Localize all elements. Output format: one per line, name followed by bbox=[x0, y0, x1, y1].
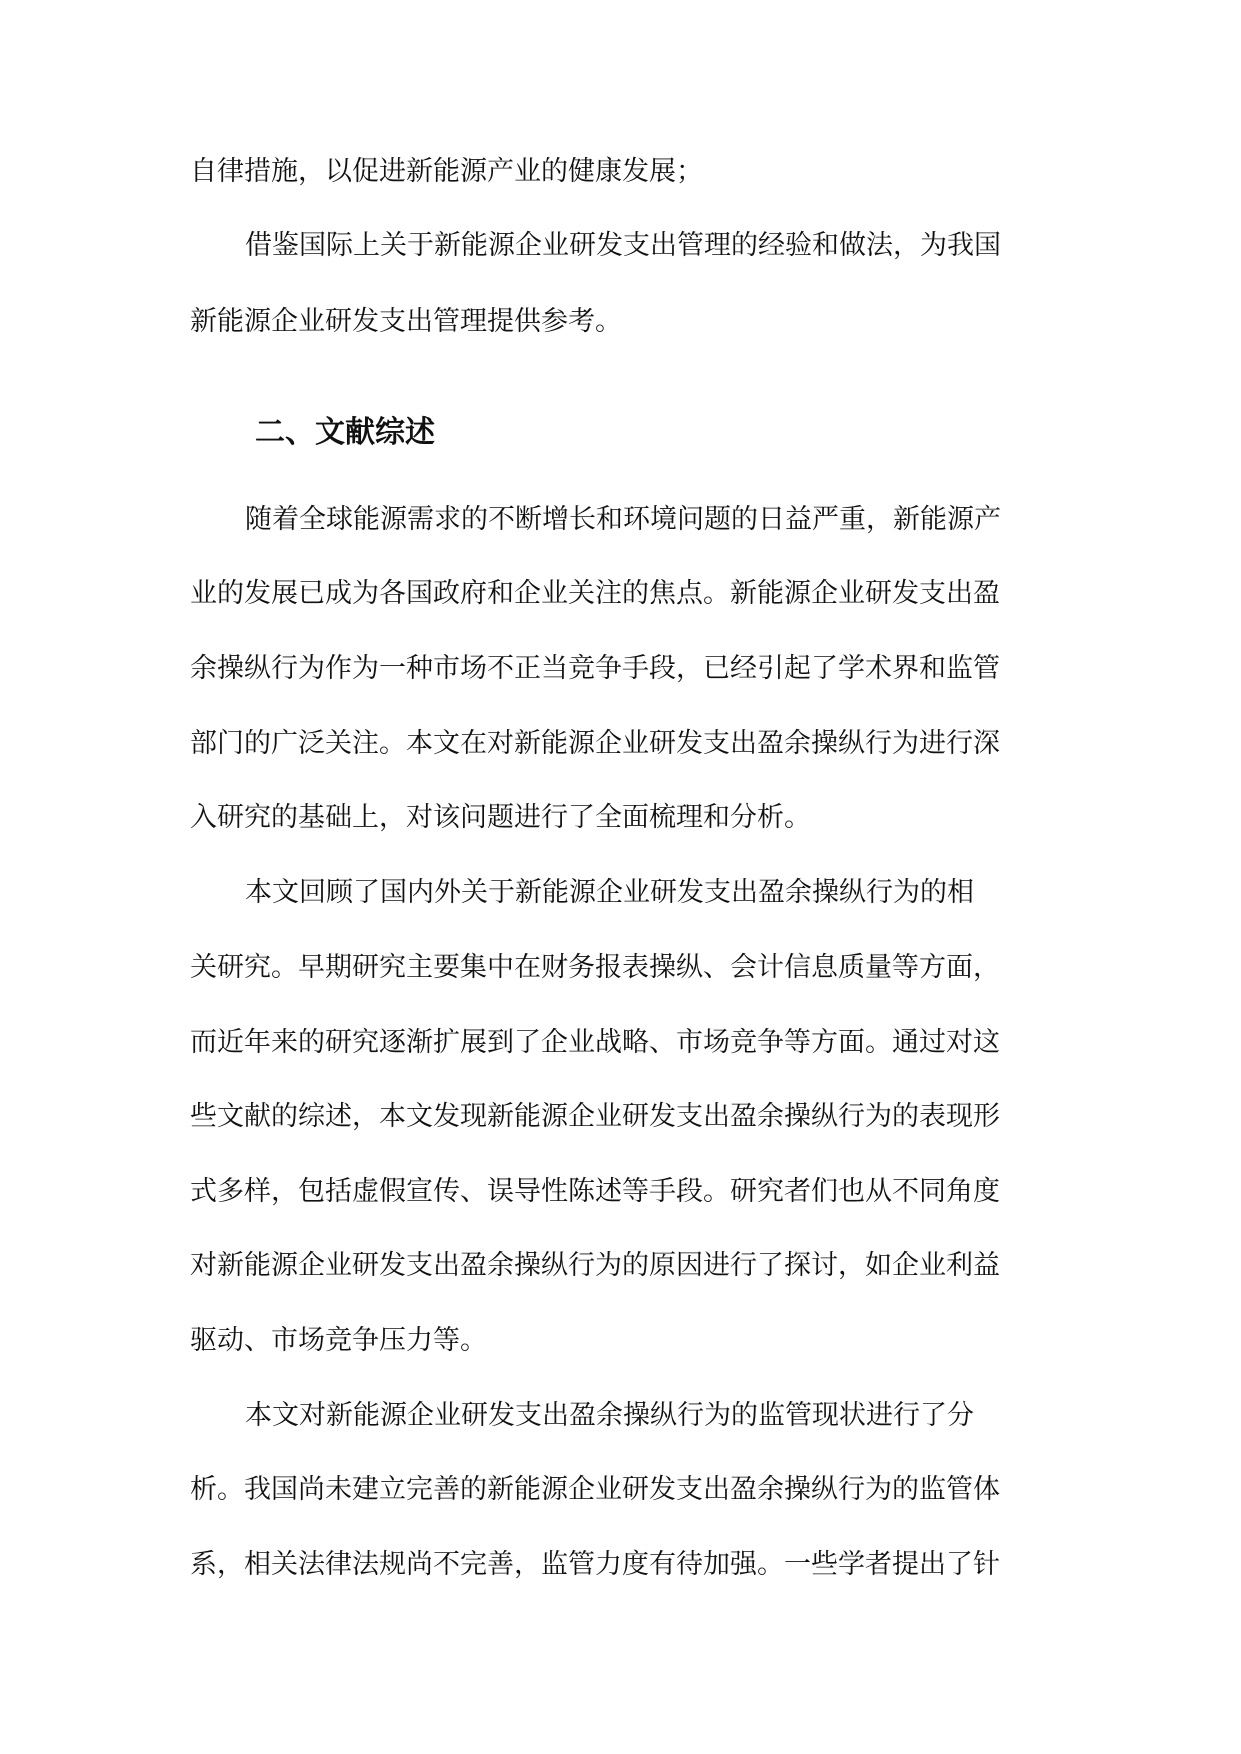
text-line: 自律措施，以促进新能源产业的健康发展； bbox=[190, 156, 703, 187]
text-line: 本文对新能源企业研发支出盈余操纵行为的监管现状进行了分 bbox=[245, 1400, 974, 1431]
text-line: 驱动、市场竞争压力等。 bbox=[190, 1325, 487, 1356]
section-heading: 二、文献综述 bbox=[255, 415, 435, 450]
text-line: 随着全球能源需求的不断增长和环境问题的日益严重，新能源产 bbox=[245, 504, 1001, 535]
text-line: 本文回顾了国内外关于新能源企业研发支出盈余操纵行为的相 bbox=[245, 877, 974, 908]
text-line: 余操纵行为作为一种市场不正当竞争手段，已经引起了学术界和监管 bbox=[190, 653, 1000, 684]
text-line: 系，相关法律法规尚不完善，监管力度有待加强。一些学者提出了针 bbox=[190, 1549, 1000, 1580]
text-line: 新能源企业研发支出管理提供参考。 bbox=[190, 306, 622, 337]
text-line: 业的发展已成为各国政府和企业关注的焦点。新能源企业研发支出盈 bbox=[190, 578, 1000, 609]
text-line: 关研究。早期研究主要集中在财务报表操纵、会计信息质量等方面， bbox=[190, 952, 1000, 983]
text-line: 部门的广泛关注。本文在对新能源企业研发支出盈余操纵行为进行深 bbox=[190, 728, 1000, 759]
text-line: 析。我国尚未建立完善的新能源企业研发支出盈余操纵行为的监管体 bbox=[190, 1474, 1000, 1505]
text-line: 些文献的综述，本文发现新能源企业研发支出盈余操纵行为的表现形 bbox=[190, 1101, 1000, 1132]
text-line: 入研究的基础上，对该问题进行了全面梳理和分析。 bbox=[190, 802, 811, 833]
text-line: 对新能源企业研发支出盈余操纵行为的原因进行了探讨，如企业利益 bbox=[190, 1250, 1000, 1281]
text-line: 式多样，包括虚假宣传、误导性陈述等手段。研究者们也从不同角度 bbox=[190, 1176, 1000, 1207]
text-line: 借鉴国际上关于新能源企业研发支出管理的经验和做法，为我国 bbox=[245, 230, 1001, 261]
text-line: 而近年来的研究逐渐扩展到了企业战略、市场竞争等方面。通过对这 bbox=[190, 1027, 1000, 1058]
